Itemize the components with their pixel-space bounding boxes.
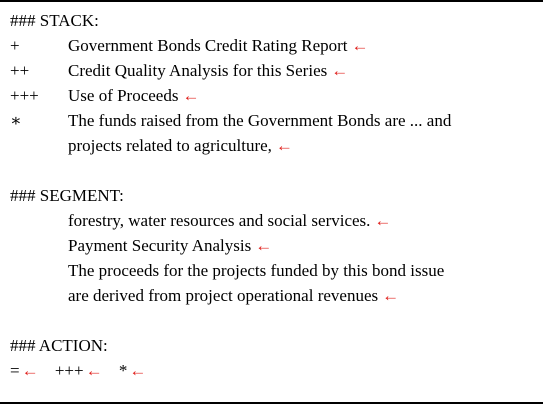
segment-line [10, 208, 540, 233]
return-arrow-icon: ← [382, 286, 400, 305]
return-arrow-icon: ← [255, 236, 273, 255]
return-arrow-icon: ← [374, 211, 392, 230]
segment-line [10, 283, 540, 308]
return-arrow-icon: ← [351, 36, 369, 55]
stack-item [10, 33, 540, 58]
stack-item-text: The funds raised from the Government Bonds are ... and [68, 111, 452, 130]
segment-line [10, 233, 540, 258]
stack-item [10, 58, 540, 83]
segment-heading [10, 183, 540, 208]
return-arrow-icon: ← [331, 61, 349, 80]
return-arrow-icon: ← [182, 86, 200, 105]
segment-line-text: forestry, water resources and social services. ← [68, 211, 392, 230]
stack-item-text: projects related to agriculture, ← [68, 136, 293, 155]
segment-heading-text: ### SEGMENT: [10, 186, 124, 205]
stack-item-text: Government Bonds Credit Rating Report ← [68, 36, 369, 55]
return-arrow-icon: ← [275, 136, 293, 155]
stack-item [10, 83, 540, 108]
section-gap [10, 158, 540, 183]
stack-item-text: Credit Quality Analysis for this Series ← [68, 61, 349, 80]
stack-heading [10, 8, 540, 33]
stack-marker: +++ [10, 86, 39, 105]
action-heading [10, 333, 540, 358]
segment-line-text: Payment Security Analysis ← [68, 236, 273, 255]
stack-marker: ∗ [10, 111, 22, 130]
segment-line-text: The proceeds for the projects funded by this bond issue [68, 261, 445, 280]
action-list [10, 358, 540, 383]
action-item: +++ ← [54, 361, 103, 380]
stack-marker: ++ [10, 61, 30, 80]
return-arrow-icon: ← [85, 361, 103, 380]
action-heading-text: ### ACTION: [10, 336, 108, 355]
segment-line-text: are derived from project operational revenues ← [68, 286, 400, 305]
action-item: * ← [118, 361, 147, 380]
stack-marker: + [10, 36, 20, 55]
action-item: = ← [10, 361, 39, 380]
stack-item [10, 108, 540, 133]
stack-item-text: Use of Proceeds ← [68, 86, 200, 105]
return-arrow-icon: ← [21, 361, 39, 380]
stack-heading-text: ### STACK: [10, 11, 99, 30]
section-gap [10, 308, 540, 333]
document-content [10, 8, 540, 383]
stack-item-continuation [10, 133, 540, 158]
segment-line [10, 258, 540, 283]
return-arrow-icon: ← [129, 361, 147, 380]
